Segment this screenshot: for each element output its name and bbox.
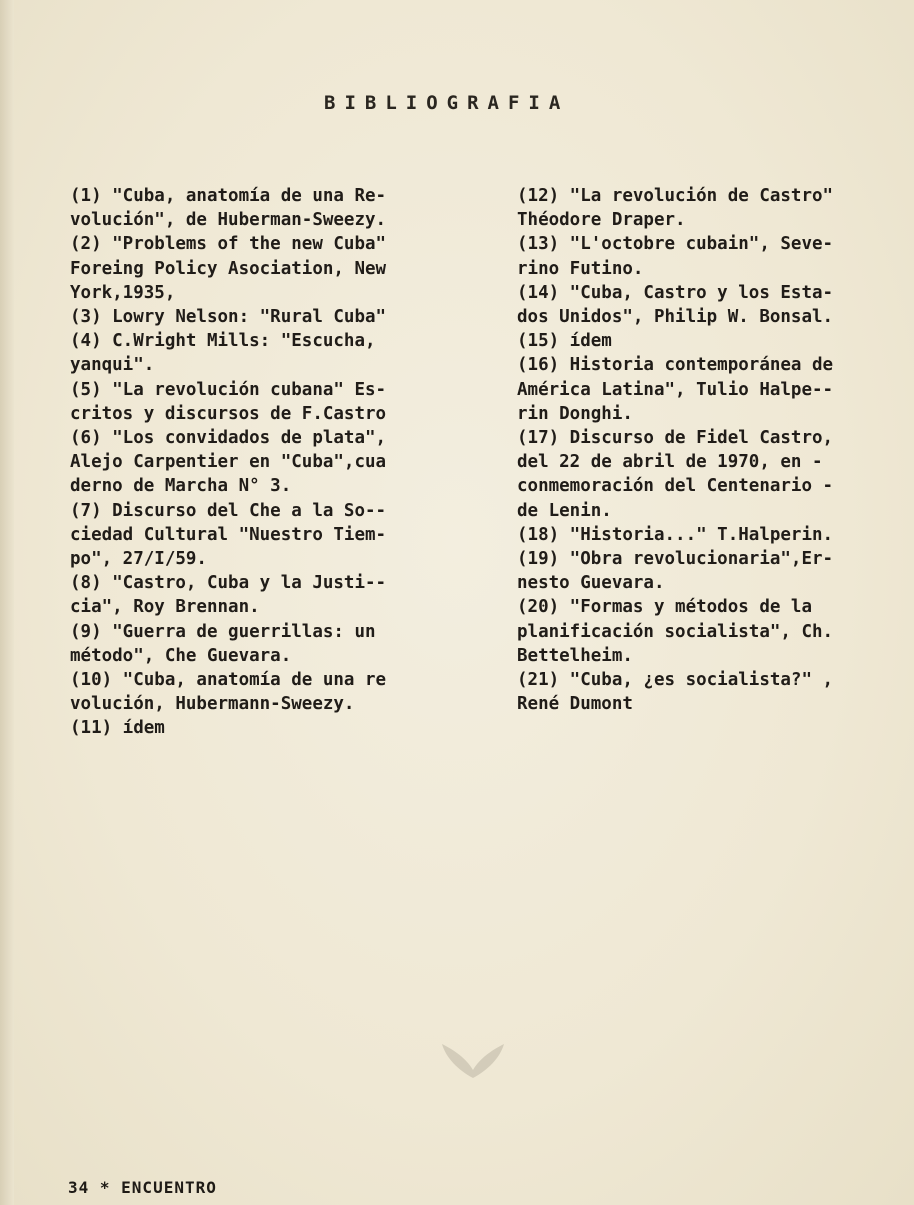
- bibliography-left-line: (2) "Problems of the new Cuba": [70, 234, 387, 255]
- page-title: BIBLIOGRAFIA: [324, 92, 570, 114]
- page-binding-edge: [0, 0, 14, 1205]
- bibliography-right-line: rin Donghi.: [517, 403, 633, 424]
- bibliography-left-line: (8) "Castro, Cuba y la Justi--: [70, 573, 387, 594]
- bibliography-left-line: volución, Hubermann-Sweezy.: [70, 694, 355, 715]
- bibliography-right-line: (14) "Cuba, Castro y los Esta-: [517, 282, 834, 303]
- bibliography-left-line: método", Che Guevara.: [70, 645, 292, 666]
- bibliography-left-line: ciedad Cultural "Nuestro Tiem-: [70, 524, 387, 545]
- bibliography-right-line: del 22 de abril de 1970, en -: [517, 452, 823, 473]
- bibliography-left-line: (10) "Cuba, anatomía de una re: [70, 670, 387, 691]
- bibliography-right-line: (12) "La revolución de Castro": [517, 186, 834, 206]
- bibliography-left-line: volución", de Huberman-Sweezy.: [70, 210, 387, 231]
- bibliography-left-line: (11) ídem: [70, 718, 165, 739]
- bibliography-right-line: rino Futino.: [517, 258, 644, 279]
- bibliography-right-line: (20) "Formas y métodos de la: [517, 597, 813, 618]
- bibliography-right-line: Théodore Draper.: [517, 210, 686, 231]
- bibliography-left-line: po", 27/I/59.: [70, 549, 207, 570]
- bibliography-left-column: [70, 184, 450, 741]
- bibliography-right-line: nesto Guevara.: [517, 573, 665, 594]
- bibliography-right-line: (17) Discurso de Fidel Castro,: [517, 428, 834, 449]
- bibliography-right-line: (19) "Obra revolucionaria",Er-: [517, 549, 834, 570]
- page-footer: 34 * ENCUENTRO: [68, 1178, 217, 1197]
- bibliography-right-line: (18) "Historia..." T.Halperin.: [517, 524, 834, 545]
- bibliography-left-line: yanqui".: [70, 355, 155, 376]
- bibliography-right-line: dos Unidos", Philip W. Bonsal.: [517, 307, 834, 328]
- bibliography-right-line: (21) "Cuba, ¿es socialista?" ,: [517, 670, 834, 691]
- bibliography-right-line: (13) "L'octobre cubain", Seve-: [517, 234, 834, 255]
- bibliography-right-line: de Lenin.: [517, 500, 612, 521]
- bibliography-right-line: conmemoración del Centenario -: [517, 476, 834, 497]
- bibliography-left-line: (1) "Cuba, anatomía de una Re-: [70, 186, 387, 206]
- bibliography-right-line: América Latina", Tulio Halpe--: [517, 379, 834, 400]
- bibliography-left-line: (7) Discurso del Che a la So--: [70, 500, 387, 521]
- bibliography-left-line: (9) "Guerra de guerrillas: un: [70, 621, 376, 642]
- bibliography-right-column: [517, 184, 897, 716]
- bibliography-left-line: York,1935,: [70, 282, 176, 303]
- bibliography-left-line: critos y discursos de F.Castro: [70, 403, 387, 424]
- bibliography-left-line: (3) Lowry Nelson: "Rural Cuba": [70, 307, 387, 328]
- bibliography-right-line: Bettelheim.: [517, 645, 633, 666]
- bibliography-left-line: (4) C.Wright Mills: "Escucha,: [70, 331, 376, 352]
- bibliography-left-line: derno de Marcha N° 3.: [70, 476, 292, 497]
- bibliography-left-line: Alejo Carpentier en "Cuba",cua: [70, 452, 387, 473]
- ornament-icon: [438, 1040, 508, 1080]
- bibliography-left-line: Foreing Policy Asociation, New: [70, 258, 387, 279]
- bibliography-left-line: (5) "La revolución cubana" Es-: [70, 379, 387, 400]
- bibliography-right-line: planificación socialista", Ch.: [517, 621, 834, 642]
- bibliography-right-line: (15) ídem: [517, 331, 612, 352]
- bibliography-right-line: (16) Historia contemporánea de: [517, 355, 834, 376]
- bibliography-right-line: René Dumont: [517, 694, 633, 715]
- bibliography-left-line: (6) "Los convidados de plata",: [70, 428, 387, 449]
- bibliography-left-line: cia", Roy Brennan.: [70, 597, 260, 618]
